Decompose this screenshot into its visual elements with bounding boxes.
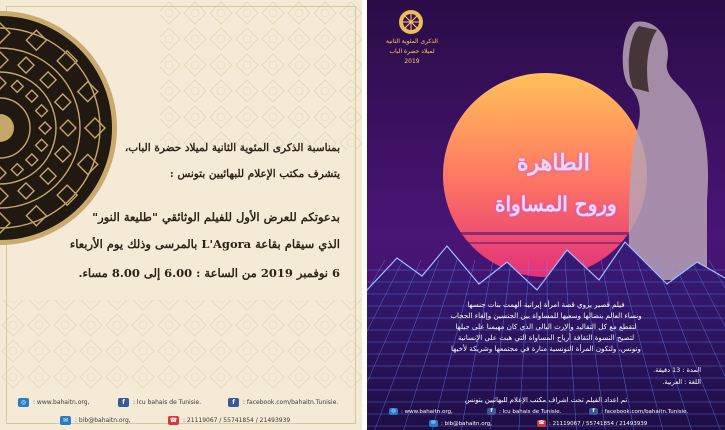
- description-line: لتصيح النسوة الثقافة أرياح المساواة التي هبت على الإنسانية: [457, 333, 635, 342]
- invitation-line: بدعوتكم للعرض الأول للفيلم الوثائقي "طليعة النور": [92, 210, 340, 224]
- film-title-2: وروح المساواة: [495, 192, 617, 216]
- globe-icon: ◎: [389, 408, 398, 415]
- description-line: ونساء العالم بنضالها وسعيها للمساواة بين الجنسين وإلغاء الحجاب: [450, 311, 642, 320]
- production-credit: تم اعداد الفيلم تحت اشراف مكتب الإعلام للبهائيين بتونس: [464, 396, 628, 404]
- facebook-icon: f: [118, 398, 129, 407]
- poster-footer-website: ◎ : www.bahaitn.org,: [389, 408, 453, 415]
- globe-icon: ◎: [18, 398, 29, 407]
- facebook-icon: f: [589, 408, 598, 415]
- film-language: اللغة : العربية.: [662, 378, 701, 386]
- host-line: يتشرف مكتب الإعلام للبهائيين بتونس :: [169, 168, 340, 180]
- occasion-line: بمناسبة الذكرى المئوية الثانية لميلاد حضرة الباب،: [124, 142, 340, 154]
- invitation-card: [0, 0, 362, 430]
- date-time-line: 6 نوفمبر 2019 من الساعة : 6.00 إلى 8.00 مساء.: [78, 266, 340, 280]
- phone-icon: ☎: [169, 417, 178, 424]
- venue-line: الذي سيقام بقاعة L'Agora بالمرسى وذلك يوم الأربعاء: [69, 237, 340, 251]
- phone-icon: ☎: [538, 420, 545, 426]
- footer-fb-url: f : facebook.com/bahaitn.Tunisie.: [228, 398, 338, 407]
- poster-footer-fb-page: f : lcu bahais de Tunisie.: [487, 408, 561, 415]
- year-label: 2019: [404, 58, 420, 65]
- description-line: فيلم قصير يروي قصة امرأة إيرانية ألهمت بنات جنسها: [467, 300, 625, 309]
- film-title-1: الطاهرة: [517, 150, 590, 176]
- facebook-icon: f: [487, 408, 496, 415]
- poster-footer-phones: ☎ : 21119067 / 55741854 / 21493939: [538, 420, 648, 427]
- mail-icon: ✉: [60, 416, 71, 425]
- footer-phones: ☎ : 21119067 / 55741854 / 21493939: [169, 417, 291, 424]
- facebook-icon: f: [228, 398, 239, 407]
- footer-email: ✉ : bib@bahaitn.org,: [60, 416, 131, 425]
- film-poster: [367, 0, 725, 430]
- footer-fb-page: f : lcu bahais de Tunisie.: [118, 398, 201, 407]
- film-duration: المدة : 13 دقيقة.: [653, 366, 701, 374]
- description-line: لتقطع مع كل التقاليد والإرث البالي الذي كان مهيمنا على جيلها: [455, 322, 637, 331]
- poster-footer-fb-url: f : facebook.com/bahaitn.Tunisie.: [589, 408, 688, 415]
- description-line: وتونس، ولتكون المرأة التونسية منارة في مجتمعها وشريكة لأخيها: [451, 344, 641, 353]
- anniversary-line-2: لميلاد حضرة الباب: [389, 48, 435, 55]
- mail-icon: ✉: [429, 420, 438, 427]
- anniversary-line-1: الذكرى المئوية الثانية: [386, 38, 438, 45]
- poster-footer-email: ✉ : bib@bahaitn.org,: [429, 420, 492, 427]
- footer-website: ◎ : www.bahaitn.org,: [18, 398, 89, 407]
